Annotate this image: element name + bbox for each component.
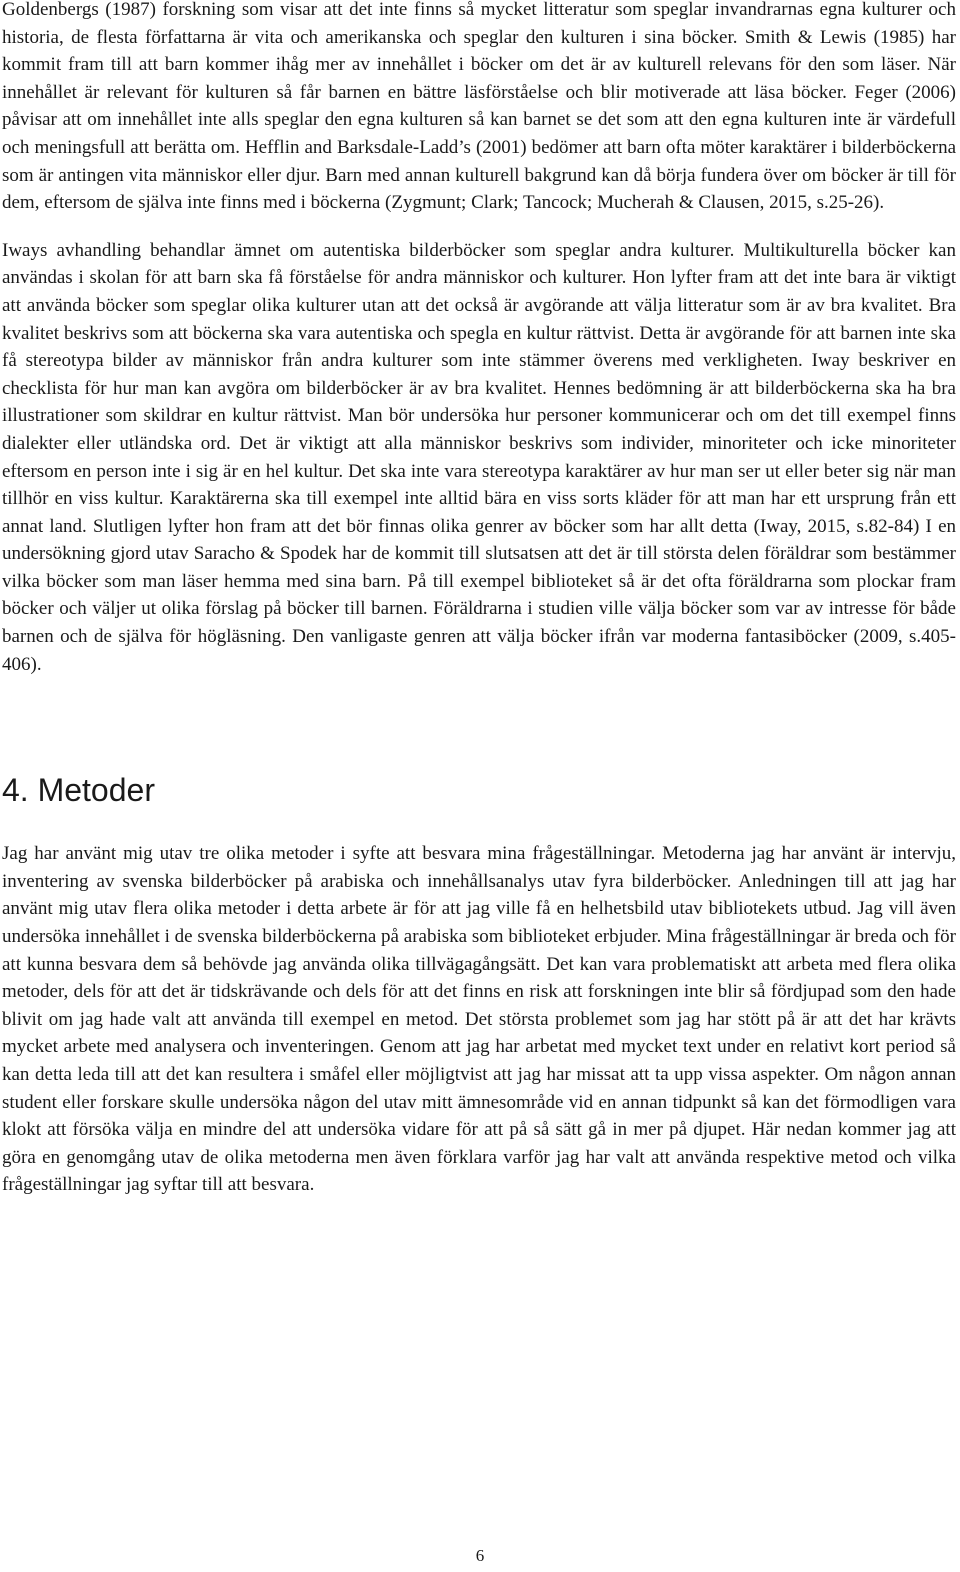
body-paragraph: Goldenbergs (1987) forskning som visar att det inte finns så mycket litteratur som speglar invandrarnas egna kulturer och historia, de flesta författarna är vita och amerikanska och speglar den kulturen i sina böcker. Smith & Lewis (1985) har kommit fram till att barn kommer ihåg mer av innehållet i böcker om det är av kulturell relevans för den som läser. När innehållet är relevant för kulturen så får barnen en bättre läsförståelse och blir motiverade att läsa böcker. Feger (2006) påvisar att om innehållet inte alls speglar den egna kulturen så kan barnet se det som att den egna kulturen inte är värdefull och meningsfull att berätta om. Hefflin and Barksdale-Ladd’s (2001) bedömer att barn ofta möter karaktärer i bilderböckerna som är antingen vita människor eller djur. Barn med annan kulturell bakgrund kan då börja fundera över om böcker är till för dem, eftersom de själva inte finns med i böckerna (Zygmunt; Clark; Tancock; Mucherah & Clausen, 2015, s.25-26). <box>2 0 956 214</box>
section-heading: 4. Metoder <box>2 772 155 809</box>
page-number: 6 <box>475 1546 485 1565</box>
document-page <box>2 0 956 1199</box>
methods-section <box>2 770 956 1199</box>
literature-review-section <box>2 0 956 678</box>
body-paragraph: Jag har använt mig utav tre olika metoder i syfte att besvara mina frågeställningar. Metoderna jag har använt är intervju, inventering av svenska bilderböcker på arabiska och innehållsanalys utav fyra bilderböcker. Anledningen till att jag har använt mig utav flera olika metoder i detta arbete är för att jag ville få en helhetsbild utav bibliotekets utbud. Jag vill även undersöka innehållet i de svenska bilderböckerna på arabiska som biblioteket erbjuder. Mina frågeställningar är breda och för att kunna besvara dem så behövde jag använda olika tillvägagångsätt. Det kan vara problematiskt att arbeta med flera olika metoder, dels för att det är tidskrävande och dels för att det finns en risk att forskningen inte blir så fördjupad som den hade blivit om jag hade valt att använda till exempel en metod. Det största problemet som jag har stött på är att det har krävts mycket arbete med analysera och inventeringen. Genom att jag har arbetat med mycket text under en relativt kort period så kan detta leda till att det kan resultera i småfel eller möjligtvist att jag har missat att ta upp vissa aspekter. Om någon annan student eller forskare skulle undersöka någon del utav mitt ämnesområde vid en annan tidpunkt så kan det förmodligen vara klokt att försöka välja en mindre del att undersöka vidare för att på så sätt gå in mer på djupet. Här nedan kommer jag att göra en genomgång utav de olika metoderna men även förklara varför jag har valt att använda respektive metod och vilka frågeställningar jag syftar till att besvara. <box>2 843 956 1196</box>
body-paragraph: Iways avhandling behandlar ämnet om autentiska bilderböcker som speglar andra kulturer. Multikulturella böcker kan användas i skolan för att barn ska få förståelse för andra människor och kulturer. Hon lyfter fram att det inte bara är viktigt att använda böcker som speglar olika kulturer utan att det också är avgörande att välja litteratur som är av bra kvalitet. Bra kvalitet beskrivs som att böckerna ska vara autentiska och spegla en kultur rättvist. Detta är avgörande för att barnen inte ska få stereotypa bilder av människor från andra kulturer som inte stämmer överens med verkligheten. Iway beskriver en checklista för hur man kan avgöra om bilderböcker är av bra kvalitet. Hennes bedömning är att bilderböckerna ska ha bra illustrationer som skildrar en kultur rättvist. Man bör undersöka hur personer kommunicerar och om det till exempel finns dialekter eller utländska ord. Det är viktigt att alla människor beskrivs som individer, minoriteter och icke minoriteter eftersom en person inte i sig är en hel kultur. Det ska inte vara stereotypa karaktärer av hur man ser ut eller beter sig när man tillhör en viss kultur. Karaktärerna ska till exempel inte alltid bära en viss sorts kläder för att man har ett ursprung från ett annat land. Slutligen lyfter hon fram att det bör finnas olika genrer av böcker som har allt detta (Iway, 2015, s.82-84) I en undersökning gjord utav Saracho & Spodek har de kommit till slutsatsen att det är till största delen föräldrar som bestämmer vilka böcker som man läser hemma med sina barn. På till exempel biblioteket så är det ofta föräldrarna som plockar fram böcker och väljer ut olika förslag på böcker till barnen. Föräldrarna i studien ville välja böcker som var av intresse för både barnen och de själva för högläsning. Den vanligaste genren att välja böcker ifrån var moderna fantasiböcker (2009, s.405-406). <box>2 239 956 675</box>
